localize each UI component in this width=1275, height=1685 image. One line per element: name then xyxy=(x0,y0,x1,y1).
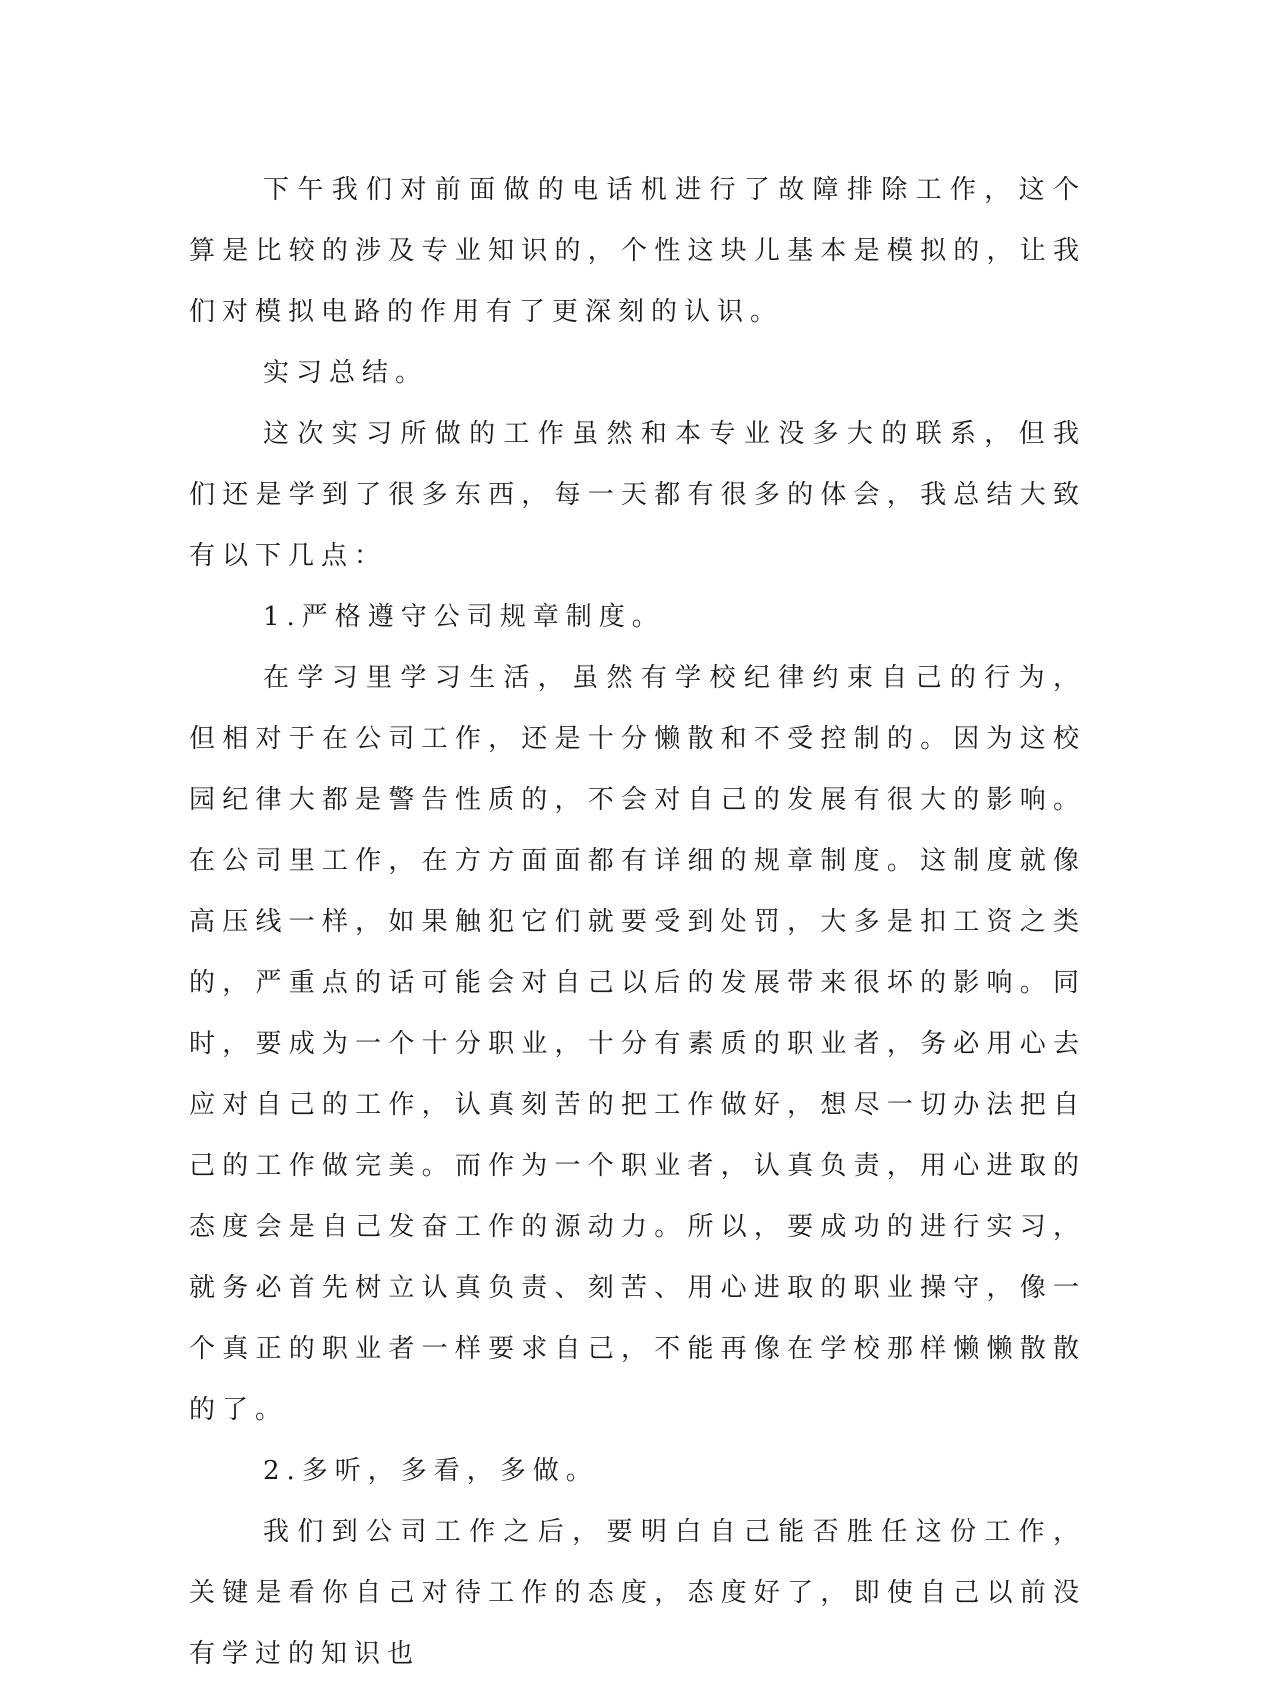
paragraph-point-1: 在学习里学习生活，虽然有学校纪律约束自己的行为，但相对于在公司工作，还是十分懒散和不受控制的。因为这校园纪律大都是警告性质的，不会对自己的发展有很大的影响。在公司里工作，在方方面面都有详细的规章制度。这制度就像高压线一样，如果触犯它们就要受到处罚，大多是扣工资之类的，严重点的话可能会对自己以后的发展带来很坏的影响。同时，要成为一个十分职业，十分有素质的职业者，务必用心去应对自己的工作，认真刻苦的把工作做好，想尽一切办法把自己的工作做完美。而作为一个职业者，认真负责，用心进取的态度会是自己发奋工作的源动力。所以，要成功的进行实习，就务必首先树立认真负责、刻苦、用心进取的职业操守，像一个真正的职业者一样要求自己，不能再像在学校那样懒懒散散的了。 xyxy=(189,663,1086,1425)
heading-point-1: 1.严格遵守公司规章制度。 xyxy=(263,602,665,632)
document-body xyxy=(189,160,1086,1685)
paragraph-summary-intro: 这次实习所做的工作虽然和本专业没多大的联系，但我们还是学到了很多东西，每一天都有很多的体会，我总结大致有以下几点： xyxy=(189,419,1086,571)
paragraph-point-2: 我们到公司工作之后，要明白自己能否胜任这份工作，关键是看你自己对待工作的态度，态度好了，即使自己以前没有学过的知识也 xyxy=(189,1517,1086,1669)
heading-point-2: 2.多听，多看，多做。 xyxy=(263,1456,599,1486)
paragraph-troubleshooting: 下午我们对前面做的电话机进行了故障排除工作，这个算是比较的涉及专业知识的，个性这块儿基本是模拟的，让我们对模拟电路的作用有了更深刻的认识。 xyxy=(189,175,1086,327)
heading-internship-summary: 实习总结。 xyxy=(263,358,429,388)
